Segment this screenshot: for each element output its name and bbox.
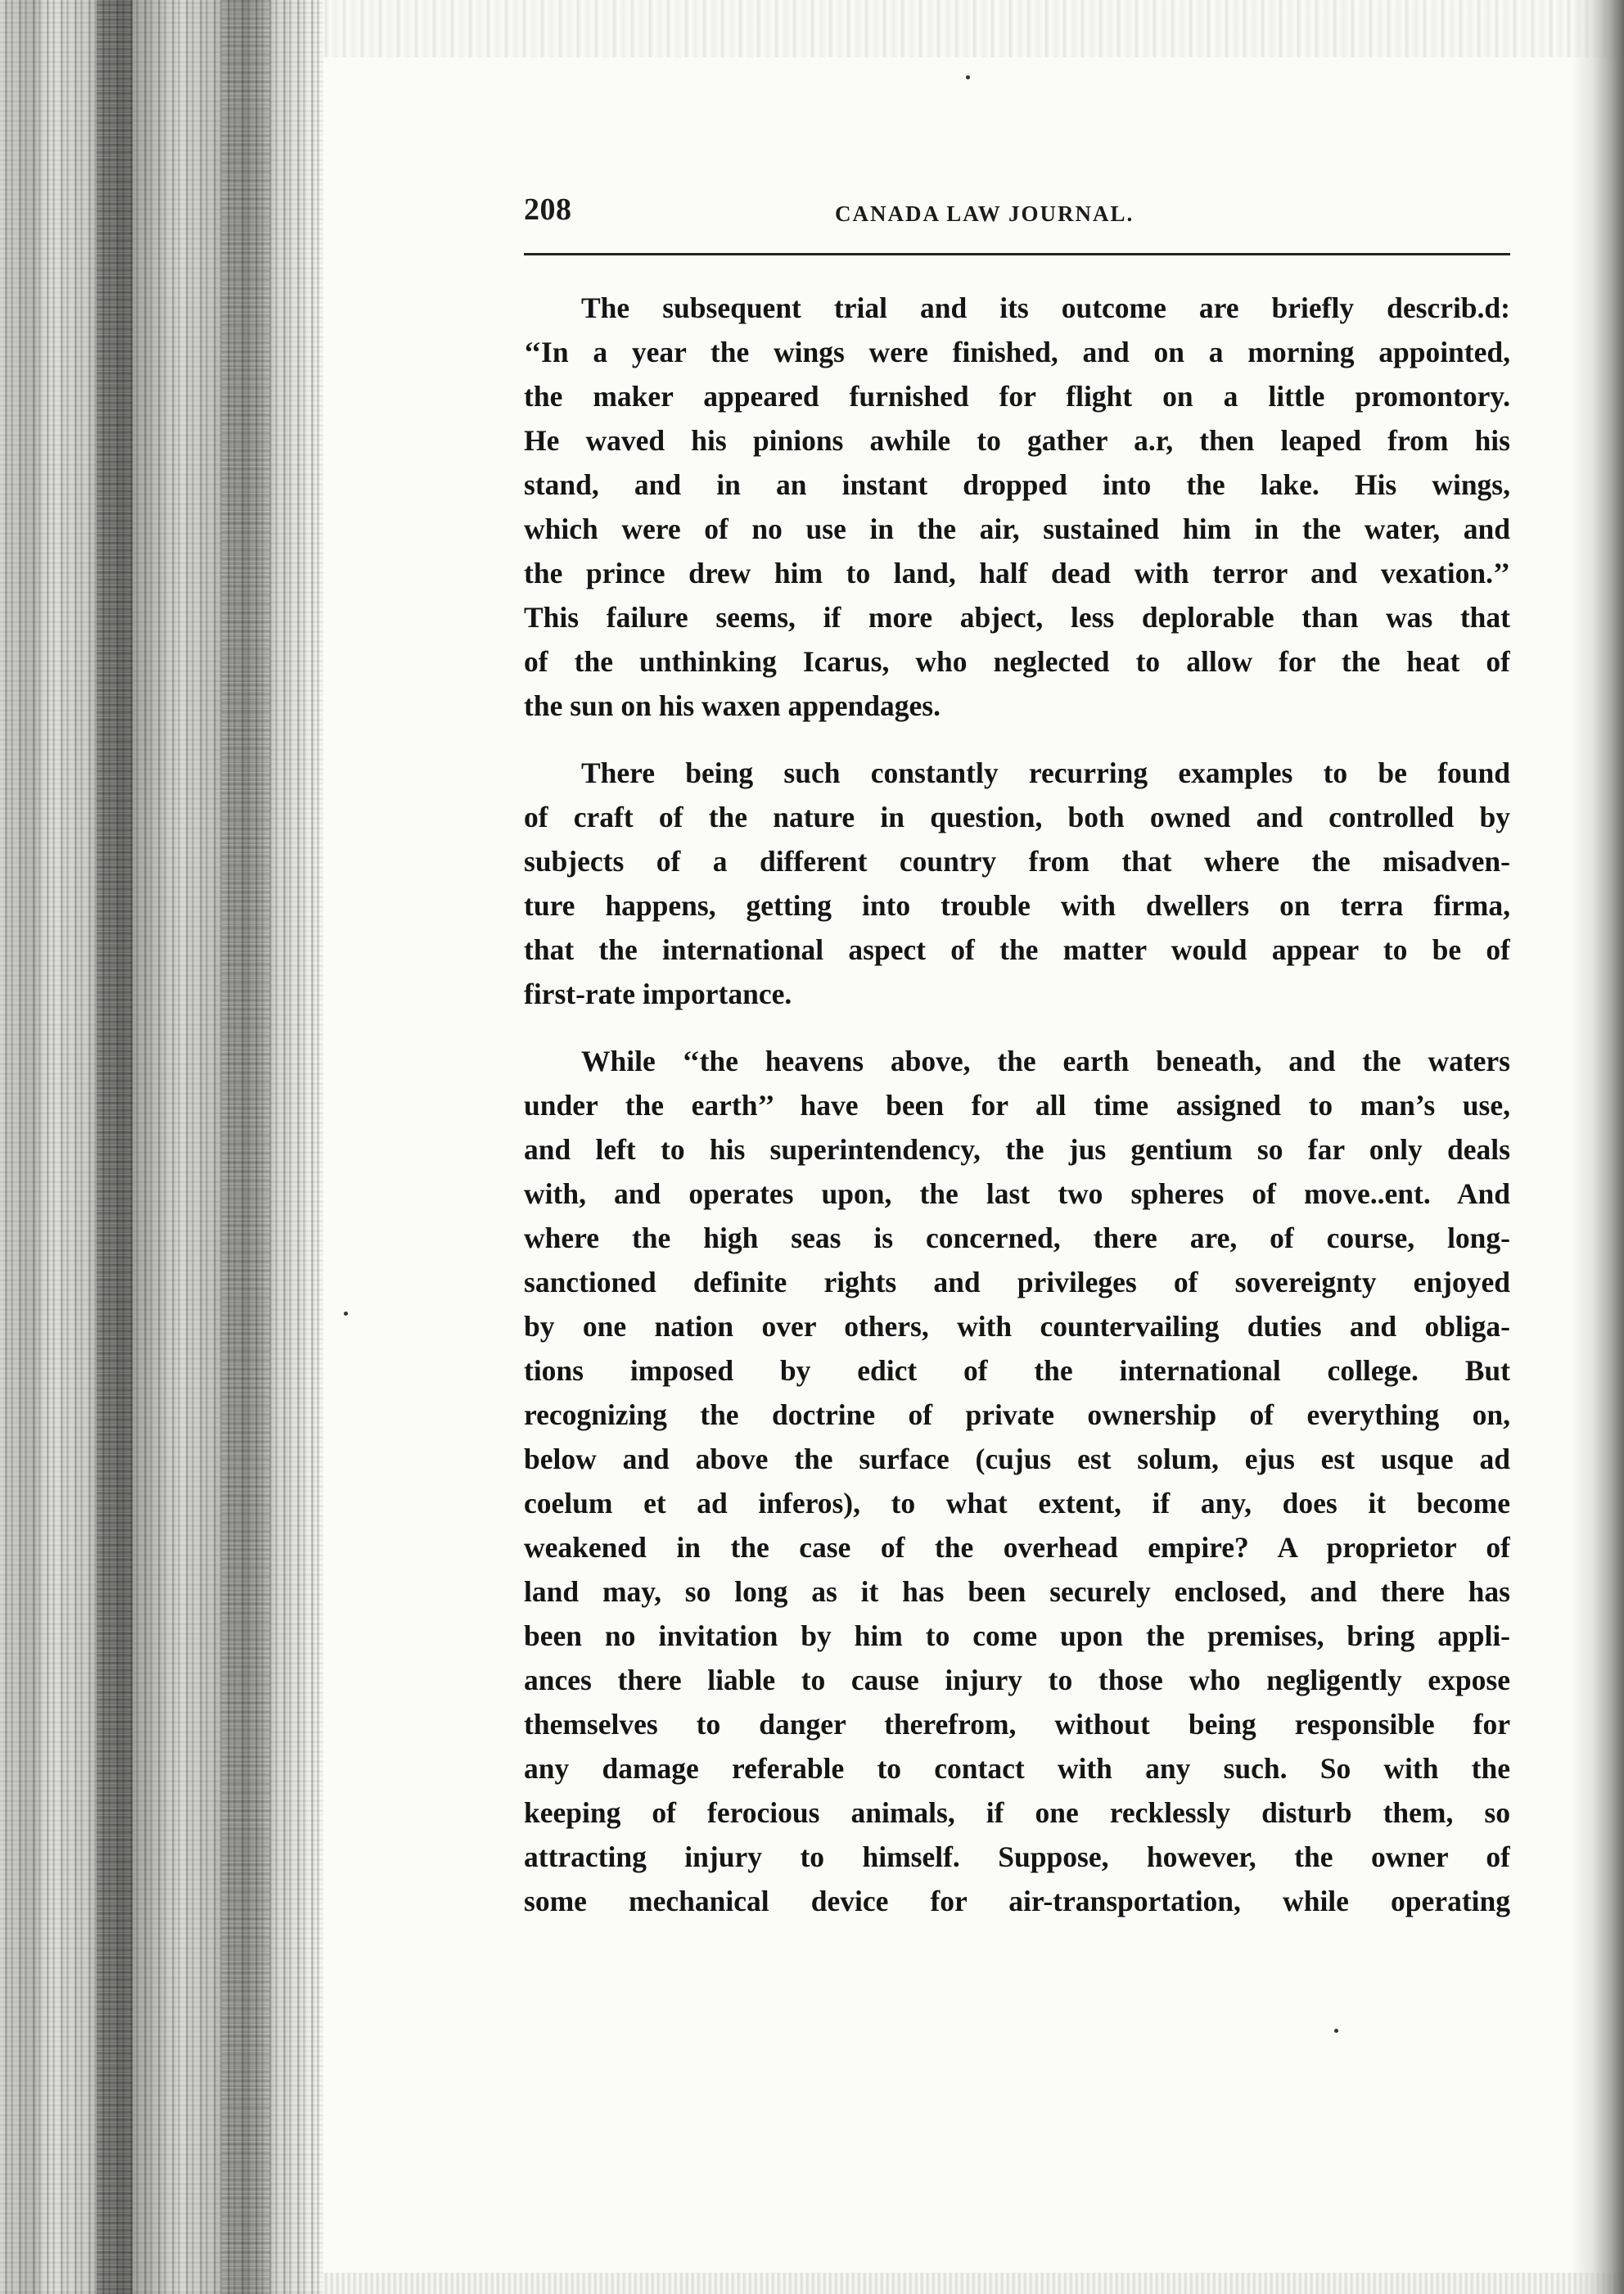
text-line: that the international aspect of the matter would appear to be of: [524, 933, 1510, 966]
text-line: of craft of the nature in question, both owned and controlled by: [524, 801, 1510, 833]
text-line: land may, so long as it has been securely enclosed, and there has: [524, 1575, 1510, 1608]
journal-title: CANADA LAW JOURNAL.: [835, 201, 1135, 226]
text-line: While ‘‘the heavens above, the earth beneath, and the waters: [581, 1045, 1510, 1077]
page-number: 208: [524, 192, 572, 227]
text-line: and left to his superintendency, the jus gentium so far only deals: [524, 1133, 1510, 1166]
paragraph: [524, 286, 1510, 728]
binding-shadow-band: [221, 0, 270, 2294]
text-line: of the unthinking Icarus, who neglected to allow for the heat of: [524, 645, 1510, 678]
text-line: ances there liable to cause injury to those who negligently expose: [524, 1664, 1510, 1696]
book-binding-gutter: [0, 0, 323, 2294]
text-line: tions imposed by edict of the international college. But: [524, 1354, 1510, 1387]
text-line: This failure seems, if more abject, less deplorable than was that: [524, 601, 1510, 634]
scan-speck: [966, 75, 970, 79]
text-line: any damage referable to contact with any such. So with the: [524, 1752, 1510, 1785]
paragraph: [524, 751, 1510, 1016]
running-head: [524, 190, 1510, 236]
text-line: There being such constantly recurring examples to be found: [581, 756, 1510, 789]
text-line: attracting injury to himself. Suppose, however, the owner of: [524, 1840, 1510, 1873]
text-line: below and above the surface (cujus est solum, ejus est usque ad: [524, 1443, 1510, 1475]
text-line: recognizing the doctrine of private ownership of everything on,: [524, 1398, 1510, 1431]
page-right-edge-shadow: [1572, 0, 1624, 2294]
text-line: He waved his pinions awhile to gather a.r, then leaped from his: [524, 424, 1510, 457]
paragraph: [524, 1039, 1510, 1923]
scan-speck: [344, 1312, 348, 1316]
text-line: ture happens, getting into trouble with dwellers on terra firma,: [524, 889, 1510, 922]
text-line: coelum et ad inferos), to what extent, if any, does it become: [524, 1487, 1510, 1520]
text-line: weakened in the case of the overhead empire? A proprietor of: [524, 1531, 1510, 1564]
text-line: where the high seas is concerned, there are, of course, long-: [524, 1222, 1510, 1254]
text-line: themselves to danger therefrom, without being responsible for: [524, 1708, 1510, 1741]
text-line: been no invitation by him to come upon the premises, bring appli-: [524, 1619, 1510, 1652]
text-line: stand, and in an instant dropped into the lake. His wings,: [524, 468, 1510, 501]
text-line: which were of no use in the air, sustained him in the water, and: [524, 513, 1510, 545]
text-line: ‘‘In a year the wings were finished, and on a morning appointed,: [524, 336, 1510, 368]
text-line: The subsequent trial and its outcome are briefly describ.d:: [581, 291, 1510, 324]
header-rule: [524, 253, 1510, 255]
paragraph-gap: [524, 1016, 1510, 1039]
text-line: subjects of a different country from that where the misadven-: [524, 845, 1510, 878]
text-line: first-rate importance.: [524, 978, 792, 1010]
page-top-edge-noise: [323, 0, 1624, 57]
article-body: [524, 286, 1510, 1923]
text-line: sanctioned definite rights and privileges of sovereignty enjoyed: [524, 1266, 1510, 1298]
text-line: with, and operates upon, the last two spheres of move..ent. And: [524, 1177, 1510, 1210]
text-line: some mechanical device for air-transportation, while operating: [524, 1885, 1510, 1917]
text-line: under the earth’’ have been for all time assigned to man’s use,: [524, 1089, 1510, 1122]
text-line: by one nation over others, with countervailing duties and obliga-: [524, 1310, 1510, 1343]
text-line: keeping of ferocious animals, if one recklessly disturb them, so: [524, 1796, 1510, 1829]
text-line: the prince drew him to land, half dead with terror and vexation.’’: [524, 557, 1510, 589]
paragraph-gap: [524, 728, 1510, 751]
binding-shadow-band: [97, 0, 133, 2294]
page-bottom-edge-noise: [323, 2273, 1624, 2294]
text-line: the sun on his waxen appendages.: [524, 689, 941, 722]
text-line: the maker appeared furnished for flight on a little promontory.: [524, 380, 1510, 413]
scan-speck: [1334, 2029, 1338, 2033]
